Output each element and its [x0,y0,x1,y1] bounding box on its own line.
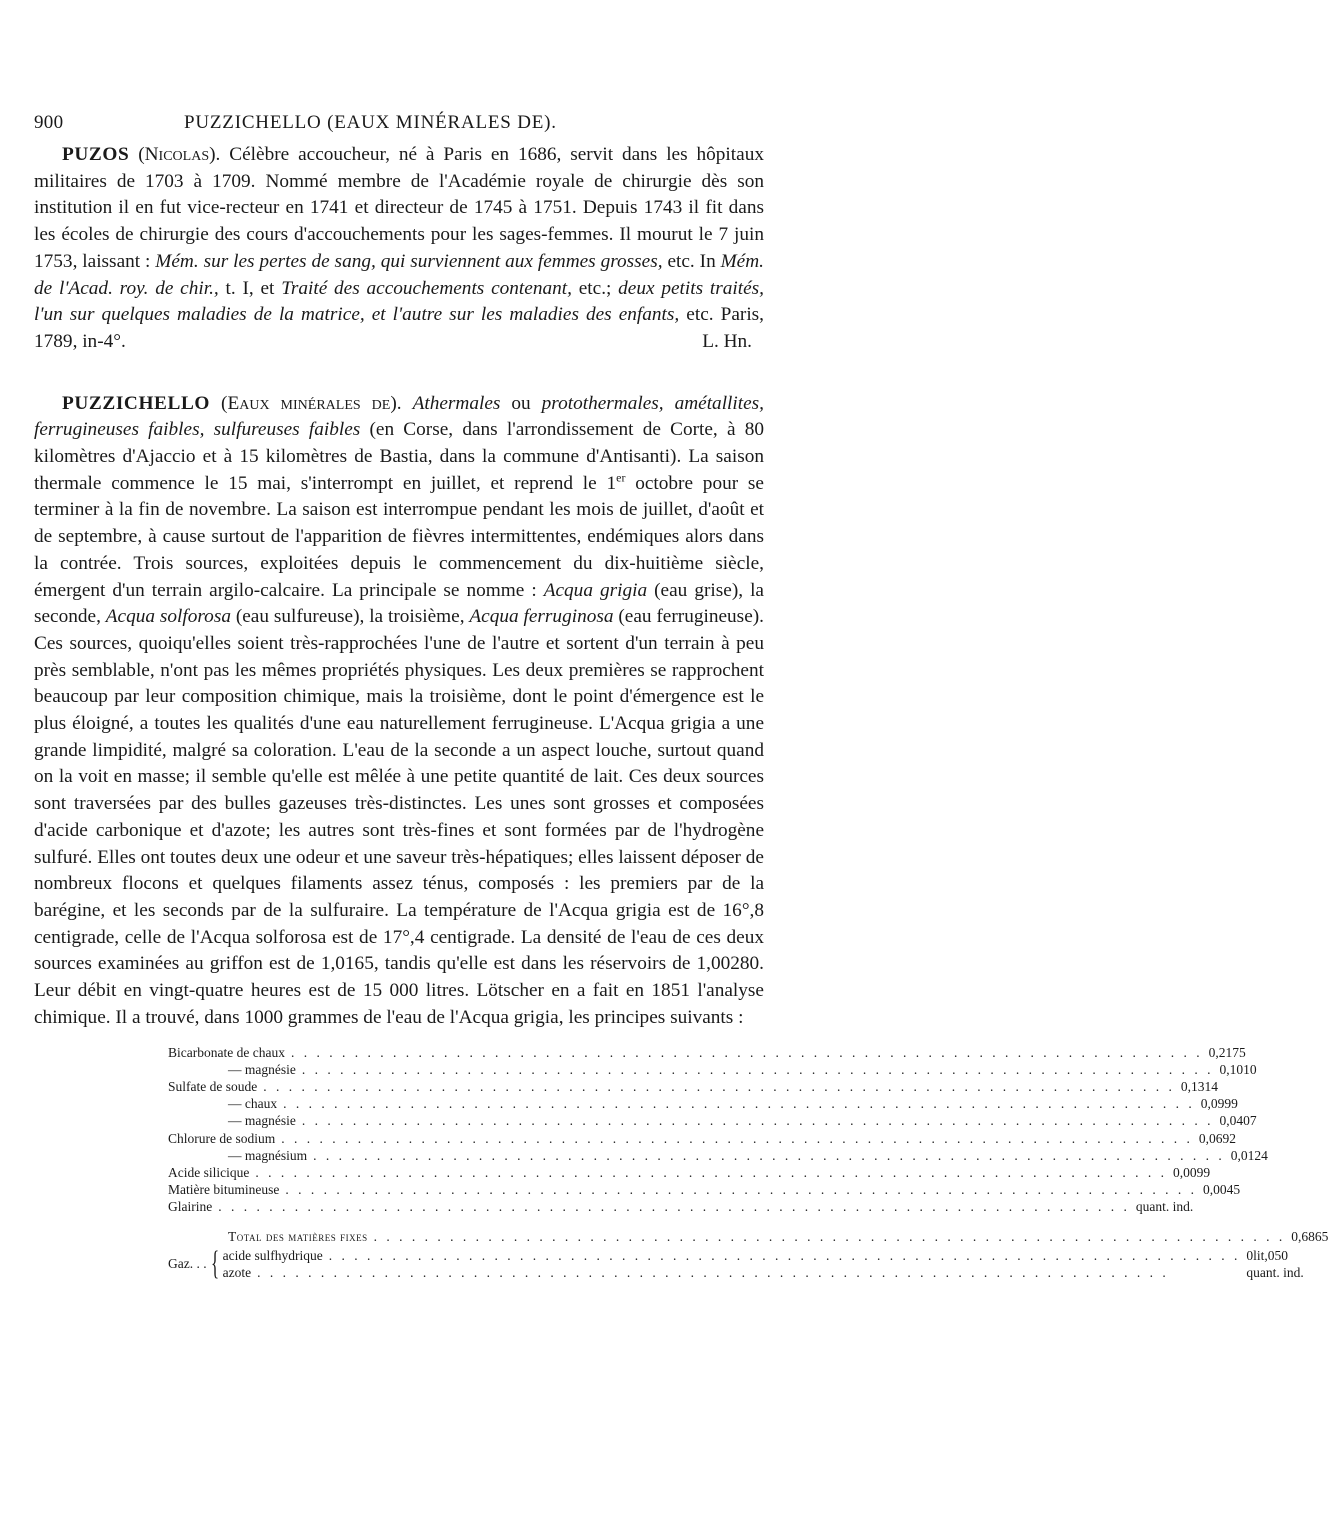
row-value: quant. ind. [1135,1199,1194,1215]
gas-row-value: 0lit,050 [1246,1247,1288,1263]
puzos-work-3: Traité des accouchements contenant, [281,277,572,299]
row-value: 0,0999 [1200,1096,1238,1112]
table-row [168,1044,1246,1061]
puzos-work-4: deux petits traités, l'un sur quelques maladies de la matrice, et l'autre sur les maladies des enfants, [34,277,764,326]
brace-glyph: { [210,1244,219,1282]
page [34,112,1329,1282]
puzzichello-text-6: (eau ferrugineuse). Ces sources, quoiqu'elles soient très-rapprochées l'une de l'autre et sortent d'un terrain à peu près semblable, n'ont pas les mêmes propriétés physiques. Les deux premières se rapprochent beaucoup par leur composition chimique, mais la troisième, dont le point d'émergence est le plus éloigné, a toutes les qualités d'une eau naturellement ferrugineuse. L'Acqua grigia a une grande limpidité, malgré sa coloration. L'eau de la seconde a un aspect louche, surtout quand on la voit en masse; il semble qu'elle est mêlée à une petite quantité de lait. Ces deux sources sont traversées par des bulles gazeuses très-distinctes. Les unes sont grosses et composées d'acide carbonique et d'azote; les autres sont très-fines et sont formées par de l'hydrogène sulfuré. Elles ont toutes deux une odeur et une saveur très-hépatiques; elles laissent déposer de nombreux flocons et quelques filaments assez ténus, composés : les premiers par de la barégine, et les seconds par de la sulfuraire. La température de l'Acqua grigia est de 16°,8 centigrade, celle de l'Acqua solforosa est de 17°,4 centigrade. La densité de l'eau de ces deux sources examinées au griffon est de 1,0165, tandis qu'elle est dans les réservoirs de 1,00280. Leur débit en vingt-quatre heures est de 15 000 litres. Lötscher en a fait en 1851 l'analyse chimique. Il a trouvé, dans 1000 grammes de l'eau de l'Acqua grigia, les principes suivants : [34,606,764,1028]
total-value: 0,6865 [1291,1228,1329,1244]
gas-row-label: azote [222,1264,252,1280]
gas-row [223,1247,1332,1264]
puzos-work-1: Mém. sur les pertes de sang, qui surviennent aux femmes grosses, [155,250,663,272]
row-value: 0,0099 [1172,1164,1211,1180]
table-row [168,1198,1194,1215]
row-value: 0,0407 [1219,1113,1257,1129]
leader-dots [285,1181,1197,1198]
puzzichello-text-2: (en Corse, dans l'arrondissement de Corte, à 80 kilomètres d'Ajaccio et à 15 kilomètres de Bastia, dans la commune d'Antisanti). La saison thermale commence le 15 mai, s'interrompt en juillet, et reprend le 1 [34,419,764,494]
total-row [168,1228,1329,1245]
row-label: — chaux [228,1096,278,1112]
leader-dots [302,1061,1214,1078]
row-value: 0,2175 [1208,1044,1246,1060]
page-number: 900 [34,112,64,133]
analysis-table [168,1044,1329,1282]
article-puzos [34,142,764,356]
puzzichello-text-4: (eau grise), la seconde, [34,579,764,628]
puzos-headword: PUZOS [62,144,130,165]
table-row [168,1061,1257,1078]
puzos-work-2: Mém. de l'Acad. roy. de chir., [34,250,764,299]
leader-dots [257,1264,1240,1281]
puzos-text-2: etc. In [662,250,721,272]
running-head [34,112,764,134]
puzzichello-italic-4: Acqua solforosa [105,606,231,628]
puzzichello-paragraph [34,391,764,1032]
row-label: — magnésie [228,1061,296,1077]
puzzichello-italic-3: Acqua grigia [543,579,648,601]
puzzichello-text-5: (eau sulfureuse), la troisième, [230,606,470,628]
leader-dots [329,1247,1241,1264]
gas-row [223,1264,1332,1281]
puzzichello-text-3: octobre pour se terminer à la fin de novembre. La saison est interrompue pendant les mois de juillet, d'août et de septembre, à cause surtout de l'apparition de fièvres intermittentes, endémiques alors dans la contrée. Trois sources, exploitées depuis le commencement du dix-huitième siècle, émergent d'un terrain argilo-calcaire. La principale se nomme : [34,472,764,601]
leader-dots [374,1228,1286,1245]
row-label: — magnésium [228,1147,308,1163]
puzos-text-3: t. I, et [218,277,282,299]
leader-dots [283,1095,1195,1112]
puzos-text-4: etc.; [571,277,619,299]
running-title: PUZZICHELLO (EAUX MINÉRALES DE). [184,112,557,133]
leader-dots [218,1198,1130,1215]
puzzichello-text-1: ou [500,392,542,414]
row-label: Acide silicique [168,1164,250,1180]
row-value: 0,0045 [1202,1182,1241,1198]
table-row [168,1095,1238,1112]
row-label: Matière bitumineuse [168,1182,280,1198]
total-label: Total des matières fixes [228,1228,368,1244]
row-value: 0,0692 [1198,1130,1236,1146]
puzzichello-italic-2: protothermales, amétallites, ferrugineuses faibles, sulfureuses faibles [34,392,765,441]
gas-rows [223,1247,1332,1281]
table-row [168,1130,1236,1147]
row-value: 0,1010 [1219,1061,1257,1077]
gas-block [168,1244,1304,1282]
row-value: 0,0124 [1230,1147,1268,1163]
puzos-name: (Nicolas). [138,144,221,165]
puzos-signature: L. Hn. [702,330,752,352]
puzos-paragraph [34,142,764,356]
puzos-text-1: Célèbre accoucheur, né à Paris en 1686, servit dans les hôpitaux militaires de 1703 à 1709. Nommé membre de l'Académie royale de chirurgie dès son institution il en fut vice-recteur en 1741 et directeur de 1745 à 1751. Depuis 1743 il fit dans les écoles de chirurgie des cours d'accouchements pour les sages-femmes. Il mourut le 7 juin 1753, laissant : [34,144,764,272]
puzzichello-italic-5: Acqua ferruginosa [469,606,614,628]
puzos-text-5: etc. Paris, 1789, in-4°. [34,304,764,352]
row-value: 0,1314 [1180,1078,1218,1094]
table-row [168,1112,1257,1129]
table-row [168,1078,1218,1095]
leader-dots [281,1130,1193,1147]
puzzichello-headword: PUZZICHELLO [62,392,211,414]
leader-dots [263,1078,1175,1095]
leader-dots [313,1147,1225,1164]
leader-dots [255,1164,1167,1181]
puzzichello-superscript: er [616,470,626,485]
article-puzzichello [34,391,764,1032]
row-label: Bicarbonate de chaux [168,1044,285,1060]
gas-row-label: acide sulfhydrique [222,1247,323,1263]
row-label: Glairine [168,1199,213,1215]
gas-label: Gaz. . . [168,1256,207,1272]
table-row [168,1147,1268,1164]
leader-dots [302,1112,1214,1129]
gas-row-value: quant. ind. [1246,1264,1304,1280]
row-label: Sulfate de soude [168,1078,258,1094]
puzzichello-italic-1: Athermales [412,392,501,414]
row-label: — magnésie [228,1113,296,1129]
table-row [168,1164,1211,1181]
leader-dots [291,1044,1203,1061]
table-row [168,1181,1241,1198]
puzzichello-subtitle: (Eaux minérales de). [221,392,402,414]
row-label: Chlorure de sodium [168,1130,276,1146]
